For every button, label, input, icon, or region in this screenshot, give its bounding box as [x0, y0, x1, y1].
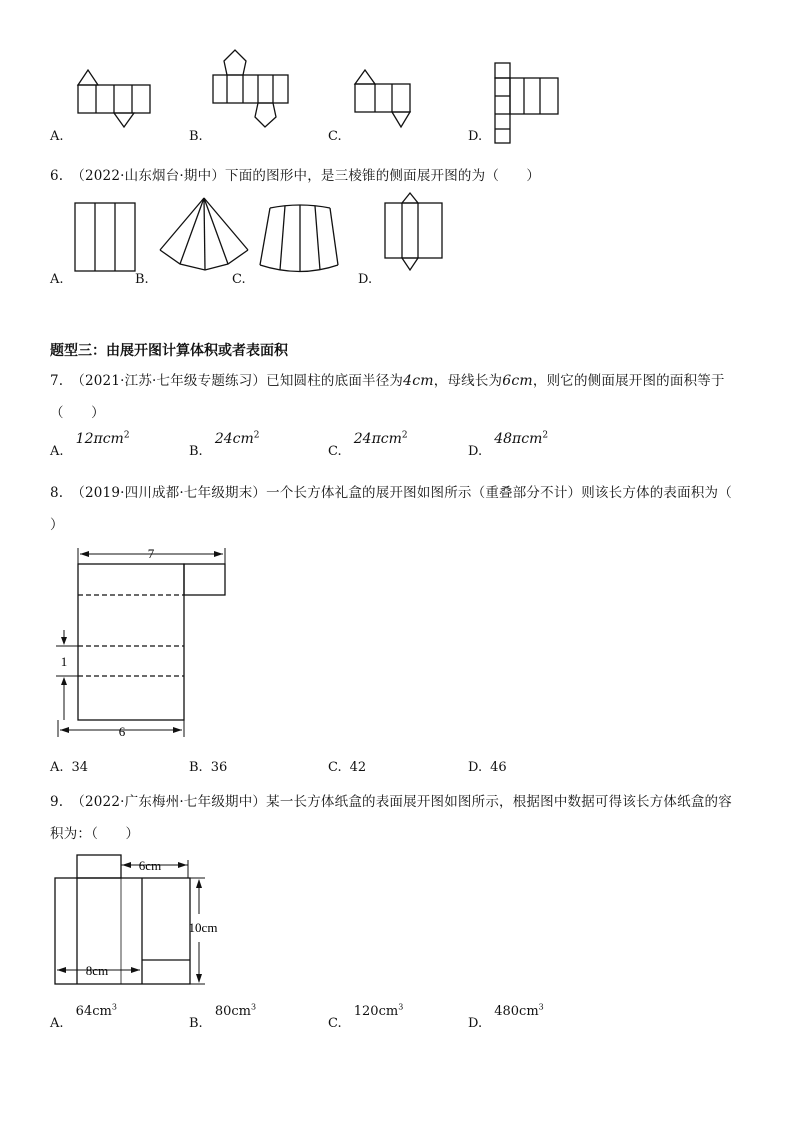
q5-option-b[interactable]: B.: [189, 129, 203, 144]
q6-option-a[interactable]: A.: [50, 272, 64, 287]
q8-label-left: 1: [60, 654, 68, 669]
q9-option-d-value: $480cm^3$: [494, 1003, 544, 1020]
q7-option-c-value: 24πcm$^2$: [353, 430, 408, 447]
q5-figure-b: [210, 45, 310, 130]
q9-option-a-value: $64cm^3$: [75, 1003, 117, 1020]
q6-figure-c: [255, 200, 345, 275]
q5-figure-a: [70, 60, 160, 132]
q7-generatrix: 6cm: [502, 373, 533, 389]
q8-option-d[interactable]: D. 46: [468, 760, 507, 775]
q7-text-part1: 已知圆柱的底面半径为: [266, 373, 404, 389]
q5-option-a[interactable]: A.: [50, 129, 64, 144]
section-heading: 题型三：由展开图计算体积或者表面积: [50, 343, 288, 359]
q7-radius: 4cm: [403, 373, 434, 389]
q6-figure-b: [155, 195, 255, 275]
q5-figure-d: [490, 58, 565, 148]
q9-option-b-letter: B.: [189, 1016, 203, 1032]
q8-option-b[interactable]: B. 36: [189, 760, 228, 775]
q7-option-d[interactable]: [468, 430, 549, 459]
q8-label-bottom: 6: [118, 724, 126, 739]
q7-text-part3: ，则它的侧面展开图的面积等于: [532, 373, 725, 389]
q6-stem: [50, 164, 540, 184]
q9-number: 9.: [50, 794, 64, 810]
q7-option-d-letter: D.: [468, 443, 483, 459]
q6-figure-a: [70, 200, 140, 275]
q7-option-c-letter: C.: [328, 443, 342, 459]
q7-option-a-value: 12πcm$^2$: [75, 430, 130, 447]
q8-label-top: 7: [147, 546, 155, 561]
q7-option-b-value: $24cm^2$: [214, 430, 260, 447]
q8-option-c[interactable]: C. 42: [328, 760, 367, 775]
q9-option-c-value: $120cm^3$: [353, 1003, 404, 1020]
q9-text: 某一长方体纸盒的表面展开图如图所示，根据图中数据可得该长方体纸盒的容: [266, 794, 732, 810]
q8-paren-close: ）: [50, 517, 64, 533]
q7-option-b[interactable]: [189, 430, 260, 459]
q9-option-a[interactable]: [50, 1003, 117, 1032]
q8-stem: [50, 481, 732, 501]
q8-text: 一个长方体礼盒的展开图如图所示（重叠部分不计）则该长方体的表面积为（: [266, 485, 732, 501]
q9-figure: [50, 850, 240, 990]
q7-source: （2021·江苏·七年级专题练习）: [71, 373, 267, 389]
q6-option-c[interactable]: C.: [232, 272, 246, 287]
q6-figure-d: [380, 188, 450, 273]
q5-option-d[interactable]: D.: [468, 129, 483, 144]
q7-option-a[interactable]: [50, 430, 130, 459]
q9-stem: [50, 790, 732, 810]
q8-source: （2019·四川成都·七年级期末）: [71, 485, 267, 501]
q7-option-c[interactable]: [328, 430, 408, 459]
q9-source: （2022·广东梅州·七年级期中）: [71, 794, 267, 810]
q9-option-d[interactable]: [468, 1003, 544, 1032]
q6-source: （2022·山东烟台·期中）: [71, 168, 226, 184]
q9-option-d-letter: D.: [468, 1016, 483, 1032]
q5-figure-c: [350, 62, 420, 132]
q9-option-a-letter: A.: [50, 1016, 64, 1032]
q6-option-d[interactable]: D.: [358, 272, 373, 287]
q7-option-d-value: 48πcm$^2$: [494, 430, 549, 447]
q5-option-c[interactable]: C.: [328, 129, 342, 144]
q9-option-c[interactable]: [328, 1003, 404, 1032]
q7-option-b-letter: B.: [189, 443, 203, 459]
q9-option-b[interactable]: [189, 1003, 257, 1032]
q9-label-bottom: 8cm: [85, 963, 109, 978]
q7-paren: （ ）: [50, 405, 105, 421]
q6-text: 下面的图形中，是三棱锥的侧面展开图的为（ ）: [225, 168, 541, 184]
q7-stem: [50, 369, 725, 389]
q6-number: 6.: [50, 168, 64, 184]
q6-option-b[interactable]: B.: [135, 272, 149, 287]
q9-label-right: 10cm: [188, 920, 218, 935]
q8-figure: [50, 540, 240, 750]
q7-text-part2: ，母线长为: [433, 373, 503, 389]
q9-text-line2: 积为：（ ）: [50, 826, 140, 842]
q9-option-b-value: $80cm^3$: [214, 1003, 257, 1020]
q8-option-a[interactable]: A. 34: [50, 760, 89, 775]
q8-number: 8.: [50, 485, 64, 501]
q9-label-top: 6cm: [138, 858, 162, 873]
q7-number: 7.: [50, 373, 64, 389]
q7-option-a-letter: A.: [50, 443, 64, 459]
q9-option-c-letter: C.: [328, 1016, 342, 1032]
